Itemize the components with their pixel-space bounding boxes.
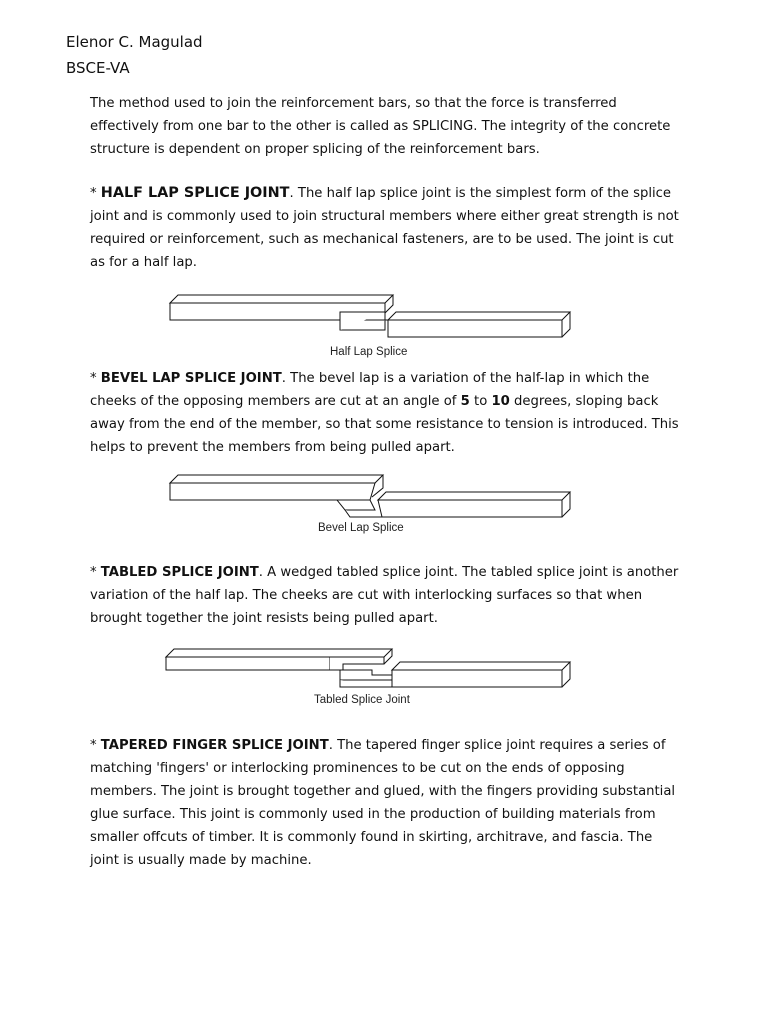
bevel-lap-body-1: . The bevel lap is a variation of the half-lap in which the cheeks of the opposing members are cut at an angle of bbox=[90, 371, 650, 409]
tapered-finger-paragraph bbox=[90, 734, 680, 872]
bevel-lap-left-member bbox=[170, 475, 383, 483]
author-name: Elenor C. Magulad bbox=[66, 33, 203, 51]
tabled-right-member bbox=[392, 662, 570, 670]
bevel-angle-max: 10 bbox=[491, 394, 510, 409]
bevel-lap-body-2: to bbox=[469, 394, 492, 409]
bullet: * bbox=[90, 738, 97, 753]
tabled-splice-caption: Tabled Splice Joint bbox=[314, 694, 410, 706]
tapered-finger-term: TAPERED FINGER SPLICE JOINT bbox=[100, 738, 329, 753]
bevel-lap-caption: Bevel Lap Splice bbox=[318, 522, 404, 534]
half-lap-paragraph bbox=[90, 182, 680, 274]
half-lap-caption: Half Lap Splice bbox=[330, 346, 408, 358]
bevel-lap-body-3: degrees, sloping back away from the end of the member, so that some resistance to tension is introduced. This helps to prevent the members from being pulled apart. bbox=[90, 394, 679, 455]
bevel-angle-min: 5 bbox=[460, 394, 470, 409]
bullet: * bbox=[90, 186, 97, 201]
tabled-splice-body: . A wedged tabled splice joint. The tabled splice joint is another variation of the half lap. The cheeks are cut with interlocking surfaces so that when brought together the joint resists being pulled apart. bbox=[90, 565, 679, 626]
half-lap-right-member bbox=[388, 312, 570, 320]
half-lap-left-member bbox=[170, 295, 393, 303]
tabled-splice-paragraph bbox=[90, 561, 680, 630]
bevel-lap-term: BEVEL LAP SPLICE JOINT bbox=[100, 371, 282, 386]
bevel-lap-paragraph bbox=[90, 367, 680, 459]
tabled-left-member bbox=[166, 649, 392, 657]
half-lap-body: . The half lap splice joint is the simplest form of the splice joint and is commonly used to join structural members where either great strength is not required or reinforcement, such as mechanical fasteners, are to be used. The joint is cut as for a half lap. bbox=[90, 186, 679, 270]
bevel-lap-right-member bbox=[378, 492, 570, 500]
tapered-finger-body: . The tapered finger splice joint requires a series of matching 'fingers' or interlocking prominences to be cut on the ends of opposing members. The joint is brought together and glued, with the fingers providing substantial glue surface. This joint is commonly used in the production of building materials from smaller offcuts of timber. It is commonly found in skirting, architrave, and fascia. The joint is usually made by machine. bbox=[90, 738, 676, 868]
program-name: BSCE-VA bbox=[66, 59, 130, 77]
intro-paragraph: The method used to join the reinforcement bars, so that the force is transferred effectively from one bar to the other is called as SPLICING. The integrity of the concrete structure is dependent on proper splicing of the reinforcement bars. bbox=[90, 96, 671, 157]
bullet: * bbox=[90, 371, 97, 386]
half-lap-term: HALF LAP SPLICE JOINT bbox=[100, 185, 290, 201]
bullet: * bbox=[90, 565, 97, 580]
tabled-splice-term: TABLED SPLICE JOINT bbox=[100, 565, 259, 580]
